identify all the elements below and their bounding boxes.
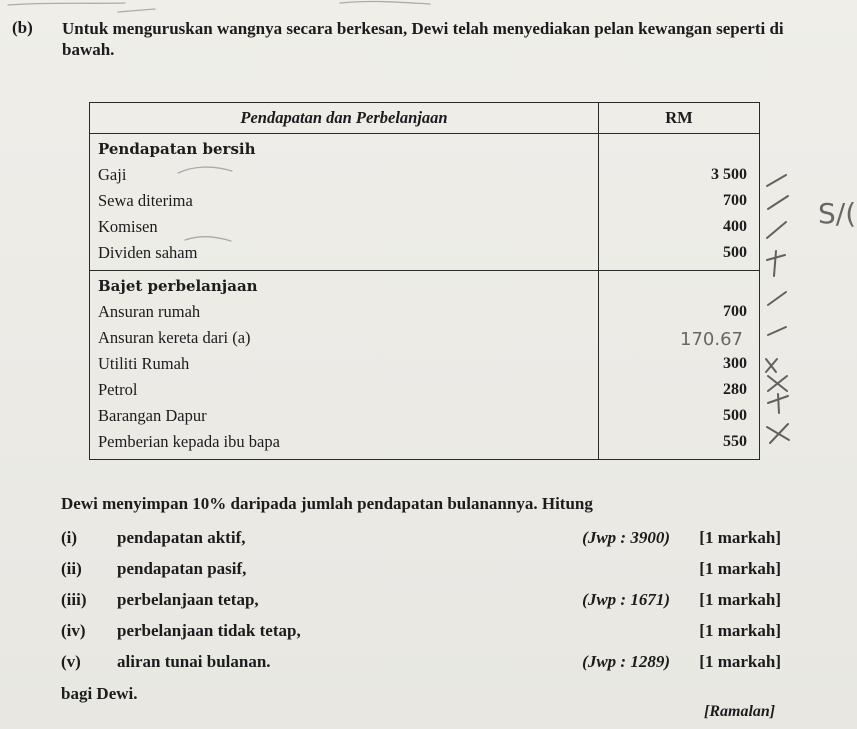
workspace-label: [Ramalan] <box>704 703 776 720</box>
margin-check-mark <box>768 292 786 305</box>
salary-label: Gaji <box>98 165 127 184</box>
question-text: aliran tunai bulanan. <box>117 652 271 671</box>
commission-label: Komisen <box>98 217 158 236</box>
net-income-section <box>90 134 760 271</box>
parent-allowance-label: Pemberian kepada ibu bapa <box>98 432 280 451</box>
margin-plus-mark <box>768 394 788 413</box>
top-scribble-mark <box>340 1 430 4</box>
share-dividend-amount: 500 <box>723 244 747 261</box>
answer-hint: (Jwp : 1671) <box>582 590 670 609</box>
rent-received-amount: 700 <box>723 192 747 209</box>
financial-plan-table <box>89 102 760 460</box>
commission-amount: 400 <box>723 218 747 235</box>
question-item-monthly-cash-flow <box>61 646 781 677</box>
question-text: perbelanjaan tidak tetap, <box>117 621 301 640</box>
question-text: pendapatan pasif, <box>117 559 247 578</box>
rm-header: RM <box>599 103 760 134</box>
marks-label: [1 markah] <box>699 621 781 640</box>
marks-label: [1 markah] <box>699 590 781 609</box>
expense-budget-amount-spacer <box>599 274 747 299</box>
margin-cross-mark <box>767 424 789 443</box>
question-part-label: (b) <box>12 18 33 37</box>
house-installment-amount: 700 <box>723 303 747 320</box>
margin-cross-mark <box>766 359 777 372</box>
net-income-label-cell <box>90 134 599 271</box>
calculation-question-list <box>61 522 781 677</box>
share-dividend-label: Dividen saham <box>98 243 198 262</box>
margin-cross-mark <box>768 376 787 391</box>
savings-instruction: Dewi menyimpan 10% daripada jumlah pendapatan bulanannya. Hitung <box>61 494 593 513</box>
expense-budget-amount-cell <box>599 271 760 460</box>
home-utilities-amount: 300 <box>723 355 747 372</box>
handwritten-decimal-note: 170.67 <box>680 329 743 350</box>
groceries-label: Barangan Dapur <box>98 406 207 425</box>
net-income-section-title: Pendapatan bersih <box>98 140 256 158</box>
question-closing-text: bagi Dewi. <box>61 684 138 703</box>
question-item-variable-expenses <box>61 615 781 646</box>
answer-hint: (Jwp : 1289) <box>582 652 670 671</box>
question-introduction: Untuk menguruskan wangnya secara berkesan, Dewi telah menyediakan pelan kewangan seperti di bawah. <box>62 19 784 59</box>
car-installment-label: Ansuran kereta dari (a) <box>98 328 251 347</box>
expense-budget-label-cell <box>90 271 599 460</box>
margin-check-mark <box>767 175 786 186</box>
marks-label: [1 markah] <box>699 559 781 578</box>
house-installment-label: Ansuran rumah <box>98 302 201 321</box>
question-number: (ii) <box>61 559 82 578</box>
answer-hint: (Jwp : 3900) <box>582 528 670 547</box>
marks-label: [1 markah] <box>699 652 781 671</box>
question-number: (iii) <box>61 590 87 609</box>
margin-check-mark <box>768 196 788 209</box>
question-text: perbelanjaan tetap, <box>117 590 259 609</box>
question-number: (i) <box>61 528 78 547</box>
income-expense-header: Pendapatan dan Perbelanjaan <box>90 103 599 134</box>
question-text: pendapatan aktif, <box>117 528 246 547</box>
rent-received-label: Sewa diterima <box>98 191 193 210</box>
expense-budget-section <box>90 271 760 460</box>
question-number: (v) <box>61 652 81 671</box>
home-utilities-label: Utiliti Rumah <box>98 354 190 373</box>
question-item-active-income <box>61 522 781 553</box>
margin-handwritten-note: S/( <box>818 197 857 230</box>
margin-check-mark <box>768 327 786 335</box>
salary-amount: 3 500 <box>711 166 747 183</box>
question-number: (iv) <box>61 621 86 640</box>
margin-check-mark <box>767 222 786 238</box>
question-item-passive-income <box>61 553 781 584</box>
question-item-fixed-expenses <box>61 584 781 615</box>
car-installment-amount <box>599 325 747 351</box>
margin-plus-mark <box>767 251 785 276</box>
net-income-amount-spacer <box>599 137 747 162</box>
net-income-amount-cell <box>599 134 760 271</box>
petrol-label: Petrol <box>98 380 138 399</box>
petrol-amount: 280 <box>723 381 747 398</box>
table-header-row <box>90 103 760 134</box>
marks-label: [1 markah] <box>699 528 781 547</box>
top-pencil-underline <box>118 9 155 12</box>
groceries-amount: 500 <box>723 407 747 424</box>
top-pencil-mark <box>8 3 125 5</box>
expense-budget-section-title: Bajet perbelanjaan <box>98 277 258 295</box>
parent-allowance-amount: 550 <box>723 433 747 450</box>
